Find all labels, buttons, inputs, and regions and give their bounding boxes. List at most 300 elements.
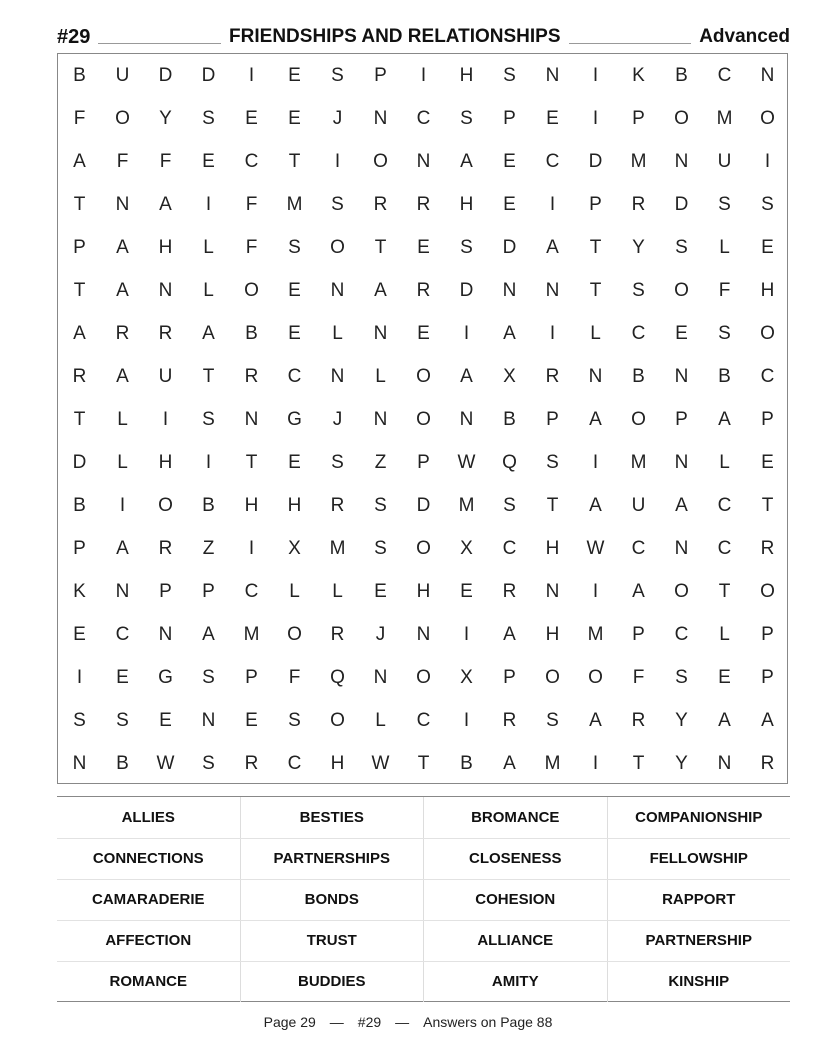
grid-cell[interactable]: E [761,451,774,473]
grid-cell[interactable]: I [463,623,470,645]
grid-cell[interactable]: N [158,623,173,645]
grid-cell[interactable]: R [502,709,517,731]
grid-cell[interactable]: A [460,365,473,387]
grid-cell[interactable]: R [416,193,431,215]
grid-cell[interactable]: M [630,451,647,473]
grid-cell[interactable]: S [116,709,129,731]
grid-cell[interactable]: O [588,666,603,688]
grid-cell[interactable]: N [373,666,388,688]
grid-cell[interactable]: U [158,365,173,387]
grid-cell[interactable]: C [244,580,259,602]
word-item: AMITY [424,961,608,1002]
grid-cell[interactable]: O [760,322,775,344]
grid-cell[interactable]: P [675,408,688,430]
grid-cell[interactable]: E [73,623,86,645]
grid-cell[interactable]: E [417,322,430,344]
grid-cell[interactable]: I [764,150,771,172]
grid-cell[interactable]: C [717,494,732,516]
grid-cell[interactable]: Q [502,451,517,473]
grid-cell[interactable]: S [546,709,559,731]
grid-cell[interactable]: R [631,709,646,731]
grid-cell[interactable]: S [503,494,516,516]
grid-cell[interactable]: H [158,451,173,473]
grid-cell[interactable]: O [416,666,431,688]
grid-cell[interactable]: F [245,193,258,215]
grid-cell[interactable]: O [373,150,388,172]
grid-cell[interactable]: A [589,709,602,731]
grid-cell[interactable]: J [375,623,386,645]
grid-cell[interactable]: T [546,494,559,516]
word-list-row [57,838,790,879]
grid-cell[interactable]: T [202,365,215,387]
grid-cell[interactable]: B [245,322,258,344]
grid-cell[interactable]: R [416,279,431,301]
grid-cell[interactable]: C [717,537,732,559]
grid-cell[interactable]: R [631,193,646,215]
grid-cell[interactable]: C [760,365,775,387]
grid-cell[interactable]: A [503,623,516,645]
grid-cell[interactable]: A [202,322,215,344]
grid-cell[interactable]: L [375,709,386,731]
grid-cell[interactable]: C [545,150,560,172]
grid-cell[interactable]: P [761,623,774,645]
grid-cell[interactable]: Y [675,752,688,774]
grid-cell[interactable]: A [761,709,774,731]
grid-cell[interactable]: S [202,408,215,430]
grid-cell[interactable]: N [674,537,689,559]
grid-cell[interactable]: K [73,580,86,602]
grid-cell[interactable]: T [288,150,301,172]
grid-cell[interactable]: L [375,365,386,387]
grid-cell[interactable]: X [288,537,301,559]
grid-cell[interactable]: N [760,64,775,86]
grid-cell[interactable]: P [202,580,215,602]
grid-cell[interactable]: W [457,451,476,473]
grid-cell[interactable]: T [417,752,430,774]
grid-cell[interactable]: O [244,279,259,301]
grid-cell[interactable]: O [674,279,689,301]
grid-cell[interactable]: R [244,365,259,387]
grid-cell[interactable]: P [761,408,774,430]
grid-cell[interactable]: M [630,150,647,172]
grid-cell[interactable]: O [287,623,302,645]
grid-cell[interactable]: P [546,408,559,430]
grid-cell[interactable]: O [115,107,130,129]
grid-cell[interactable]: I [463,709,470,731]
grid-cell[interactable]: E [761,236,774,258]
grid-cell[interactable]: G [287,408,302,430]
grid-cell[interactable]: M [243,623,260,645]
grid-cell[interactable]: M [458,494,475,516]
grid-cell[interactable]: N [674,150,689,172]
grid-cell[interactable]: I [592,752,599,774]
grid-cell[interactable]: P [503,107,516,129]
grid-cell[interactable]: I [592,451,599,473]
grid-cell[interactable]: D [459,279,474,301]
grid-cell[interactable]: I [592,580,599,602]
grid-cell[interactable]: P [417,451,430,473]
grid-cell[interactable]: L [117,451,128,473]
grid-cell[interactable]: W [586,537,605,559]
grid-cell[interactable]: N [416,150,431,172]
grid-cell[interactable]: E [503,150,516,172]
grid-cell[interactable]: F [245,236,258,258]
grid-cell[interactable]: L [332,580,343,602]
grid-cell[interactable]: A [589,494,602,516]
grid-cell[interactable]: H [330,752,345,774]
grid-cell[interactable]: E [675,322,688,344]
grid-cell[interactable]: M [587,623,604,645]
grid-cell[interactable]: A [632,580,645,602]
grid-cell[interactable]: S [374,537,387,559]
grid-cell[interactable]: W [371,752,390,774]
grid-cell[interactable]: D [201,64,216,86]
grid-cell[interactable]: E [116,666,129,688]
grid-cell[interactable]: M [286,193,303,215]
grid-cell[interactable]: C [287,365,302,387]
grid-cell[interactable]: O [674,580,689,602]
grid-cell[interactable]: R [72,365,87,387]
grid-cell[interactable]: T [761,494,774,516]
grid-row [58,312,787,355]
grid-cell[interactable]: H [459,64,474,86]
grid-cell[interactable]: P [632,107,645,129]
grid-cell[interactable]: F [718,279,731,301]
grid-cell[interactable]: B [632,365,645,387]
grid-cell[interactable]: F [116,150,129,172]
grid-cell[interactable]: L [289,580,300,602]
grid-cell[interactable]: B [202,494,215,516]
grid-cell[interactable]: H [459,193,474,215]
grid-cell[interactable]: C [287,752,302,774]
grid-cell[interactable]: L [117,408,128,430]
grid-cell[interactable]: I [592,64,599,86]
grid-cell[interactable]: O [416,408,431,430]
grid-cell[interactable]: D [502,236,517,258]
grid-cell[interactable]: H [545,537,560,559]
grid-cell[interactable]: T [589,236,602,258]
grid-cell[interactable]: F [159,150,172,172]
grid-cell[interactable]: I [549,322,556,344]
grid-cell[interactable]: C [717,64,732,86]
grid-cell[interactable]: N [330,279,345,301]
grid-cell[interactable]: B [503,408,516,430]
grid-cell[interactable]: N [588,365,603,387]
grid-cell[interactable]: A [374,279,387,301]
grid-cell[interactable]: T [632,752,645,774]
grid-cell[interactable]: R [502,580,517,602]
grid-cell[interactable]: S [202,666,215,688]
grid-cell[interactable]: A [503,752,516,774]
grid-cell[interactable]: N [717,752,732,774]
grid-cell[interactable]: C [631,322,646,344]
grid-cell[interactable]: L [590,322,601,344]
grid-cell[interactable]: S [331,64,344,86]
grid-cell[interactable]: B [73,494,86,516]
grid-cell[interactable]: L [719,451,730,473]
grid-cell[interactable]: F [73,107,86,129]
grid-cell[interactable]: R [244,752,259,774]
grid-cell[interactable]: A [116,537,129,559]
grid-cell[interactable]: H [287,494,302,516]
grid-cell[interactable]: E [718,666,731,688]
grid-cell[interactable]: H [545,623,560,645]
grid-cell[interactable]: N [674,365,689,387]
grid-cell[interactable]: S [331,193,344,215]
grid-cell[interactable]: S [73,709,86,731]
grid-cell[interactable]: P [589,193,602,215]
grid-cell[interactable]: X [460,537,473,559]
grid-cell[interactable]: P [73,236,86,258]
grid-cell[interactable]: N [545,580,560,602]
grid-cell[interactable]: C [416,107,431,129]
grid-cell[interactable]: A [589,408,602,430]
grid-cell[interactable]: S [718,322,731,344]
grid-cell[interactable]: I [76,666,83,688]
grid-cell[interactable]: O [158,494,173,516]
grid-cell[interactable]: E [245,107,258,129]
grid-cell[interactable]: P [503,666,516,688]
grid-cell[interactable]: N [373,322,388,344]
grid-cell[interactable]: E [374,580,387,602]
grid-cell[interactable]: I [248,64,255,86]
grid-cell[interactable]: Y [159,107,172,129]
grid-cell[interactable]: S [374,494,387,516]
grid-cell[interactable]: B [460,752,473,774]
grid-cell[interactable]: L [203,236,214,258]
grid-cell[interactable]: N [373,107,388,129]
grid-cell[interactable]: L [332,322,343,344]
grid-cell[interactable]: T [73,408,86,430]
grid-cell[interactable]: R [158,322,173,344]
grid-cell[interactable]: R [373,193,388,215]
footer-answers: Answers on Page 88 [423,1014,553,1030]
grid-cell[interactable]: G [158,666,173,688]
grid-cell[interactable]: F [632,666,645,688]
grid-cell[interactable]: S [331,451,344,473]
grid-cell[interactable]: A [116,236,129,258]
grid-cell[interactable]: P [245,666,258,688]
grid-cell[interactable]: A [116,365,129,387]
grid-cell[interactable]: S [632,279,645,301]
grid-cell[interactable]: S [675,236,688,258]
grid-cell[interactable]: T [718,580,731,602]
grid-cell[interactable]: A [718,408,731,430]
grid-cell[interactable]: T [245,451,258,473]
grid-cell[interactable]: W [156,752,175,774]
grid-cell[interactable]: K [632,64,645,86]
grid-cell[interactable]: N [545,64,560,86]
grid-cell[interactable]: H [416,580,431,602]
grid-cell[interactable]: E [288,107,301,129]
grid-cell[interactable]: C [115,623,130,645]
grid-cell[interactable]: B [675,64,688,86]
grid-cell[interactable]: I [592,107,599,129]
grid-cell[interactable]: D [72,451,87,473]
grid-cell[interactable]: I [549,193,556,215]
grid-cell[interactable]: S [460,236,473,258]
grid-cell[interactable]: D [158,64,173,86]
grid-cell[interactable]: Y [632,236,645,258]
grid-cell[interactable]: R [545,365,560,387]
grid-cell[interactable]: N [502,279,517,301]
grid-cell[interactable]: H [158,236,173,258]
grid-cell[interactable]: N [674,451,689,473]
grid-cell[interactable]: O [330,709,345,731]
grid-cell[interactable]: A [73,322,86,344]
grid-cell[interactable]: S [503,64,516,86]
grid-cell[interactable]: C [244,150,259,172]
grid-cell[interactable]: R [760,537,775,559]
grid-cell[interactable]: O [674,107,689,129]
grid-cell[interactable]: A [546,236,559,258]
grid-cell[interactable]: R [760,752,775,774]
grid-cell[interactable]: R [158,537,173,559]
grid-cell[interactable]: A [718,709,731,731]
grid-cell[interactable]: O [631,408,646,430]
header-rule-right [569,43,692,44]
grid-cell[interactable]: O [760,107,775,129]
grid-cell[interactable]: S [288,709,301,731]
grid-cell[interactable]: I [463,322,470,344]
grid-cell[interactable]: S [460,107,473,129]
grid-cell[interactable]: C [631,537,646,559]
grid-cell[interactable]: J [332,107,343,129]
grid-cell[interactable]: R [330,623,345,645]
grid-cell[interactable]: D [674,193,689,215]
grid-cell[interactable]: S [718,193,731,215]
grid-cell[interactable]: E [546,107,559,129]
grid-cell[interactable]: X [503,365,516,387]
grid-cell[interactable]: L [719,623,730,645]
grid-cell[interactable]: P [632,623,645,645]
footer-number: #29 [357,1014,382,1030]
grid-cell[interactable]: O [416,537,431,559]
grid-cell[interactable]: A [73,150,86,172]
grid-cell[interactable]: N [459,408,474,430]
grid-cell[interactable]: I [119,494,126,516]
grid-cell[interactable]: S [675,666,688,688]
grid-cell[interactable]: E [288,451,301,473]
grid-cell[interactable]: H [760,279,775,301]
grid-cell[interactable]: N [115,580,130,602]
grid-cell[interactable]: I [420,64,427,86]
grid-cell[interactable]: S [546,451,559,473]
grid-cell[interactable]: D [416,494,431,516]
grid-cell[interactable]: E [288,322,301,344]
grid-cell[interactable]: L [203,279,214,301]
grid-cell[interactable]: I [248,537,255,559]
grid-cell[interactable]: N [201,709,216,731]
word-row-divider [57,879,790,880]
grid-cell[interactable]: I [162,408,169,430]
grid-cell[interactable]: A [159,193,172,215]
grid-cell[interactable]: E [202,150,215,172]
grid-cell[interactable]: M [329,537,346,559]
grid-cell[interactable]: Q [330,666,345,688]
grid-cell[interactable]: N [373,408,388,430]
grid-cell[interactable]: E [460,580,473,602]
grid-cell[interactable]: N [545,279,560,301]
grid-cell[interactable]: U [115,64,130,86]
grid-cell[interactable]: E [288,64,301,86]
grid-cell[interactable]: N [416,623,431,645]
grid-cell[interactable]: S [202,752,215,774]
grid-cell[interactable]: N [244,408,259,430]
grid-cell[interactable]: T [73,279,86,301]
grid-cell[interactable]: A [675,494,688,516]
grid-row [58,570,787,613]
grid-cell[interactable]: I [205,193,212,215]
grid-cell[interactable]: S [761,193,774,215]
grid-cell[interactable]: J [332,408,343,430]
grid-cell[interactable]: N [115,193,130,215]
grid-cell[interactable]: N [72,752,87,774]
grid-cell[interactable]: C [416,709,431,731]
grid-cell[interactable]: C [502,537,517,559]
grid-cell[interactable]: I [205,451,212,473]
grid-cell[interactable]: E [245,709,258,731]
grid-cell[interactable]: R [330,494,345,516]
grid-cell[interactable]: A [503,322,516,344]
grid-cell[interactable]: P [159,580,172,602]
grid-cell[interactable]: Z [374,451,387,473]
grid-cell[interactable]: I [334,150,341,172]
grid-cell[interactable]: O [416,365,431,387]
grid-cell[interactable]: Y [675,709,688,731]
grid-cell[interactable]: O [760,580,775,602]
word-item: COMPANIONSHIP [635,809,763,826]
grid-cell[interactable]: U [631,494,646,516]
grid-cell[interactable]: B [718,365,731,387]
grid-cell[interactable]: O [330,236,345,258]
grid-cell[interactable]: C [674,623,689,645]
grid-cell[interactable]: R [115,322,130,344]
grid-cell[interactable]: T [374,236,387,258]
grid-cell[interactable]: U [717,150,732,172]
grid-cell[interactable]: M [544,752,561,774]
grid-cell[interactable]: T [589,279,602,301]
grid-row [58,97,787,140]
grid-cell[interactable]: L [719,236,730,258]
grid-cell[interactable]: E [503,193,516,215]
grid-cell[interactable]: P [73,537,86,559]
grid-cell[interactable]: D [588,150,603,172]
grid-cell[interactable]: S [288,236,301,258]
grid-cell[interactable]: H [244,494,259,516]
grid-cell[interactable]: E [288,279,301,301]
grid-cell[interactable]: E [159,709,172,731]
grid-cell[interactable]: F [288,666,301,688]
word-item: BONDS [241,879,425,920]
grid-cell[interactable]: A [460,150,473,172]
grid-cell[interactable]: B [116,752,129,774]
grid-cell[interactable]: T [73,193,86,215]
grid-cell[interactable]: P [761,666,774,688]
grid-cell[interactable]: E [417,236,430,258]
grid-cell[interactable]: N [158,279,173,301]
grid-cell[interactable]: O [545,666,560,688]
grid-cell[interactable]: S [202,107,215,129]
grid-cell[interactable]: X [460,666,473,688]
grid-cell[interactable]: B [73,64,86,86]
grid-cell[interactable]: N [330,365,345,387]
grid-cell[interactable]: A [202,623,215,645]
grid-cell[interactable]: Z [202,537,215,559]
grid-cell[interactable]: P [374,64,387,86]
grid-cell[interactable]: A [116,279,129,301]
grid-cell[interactable]: M [716,107,733,129]
